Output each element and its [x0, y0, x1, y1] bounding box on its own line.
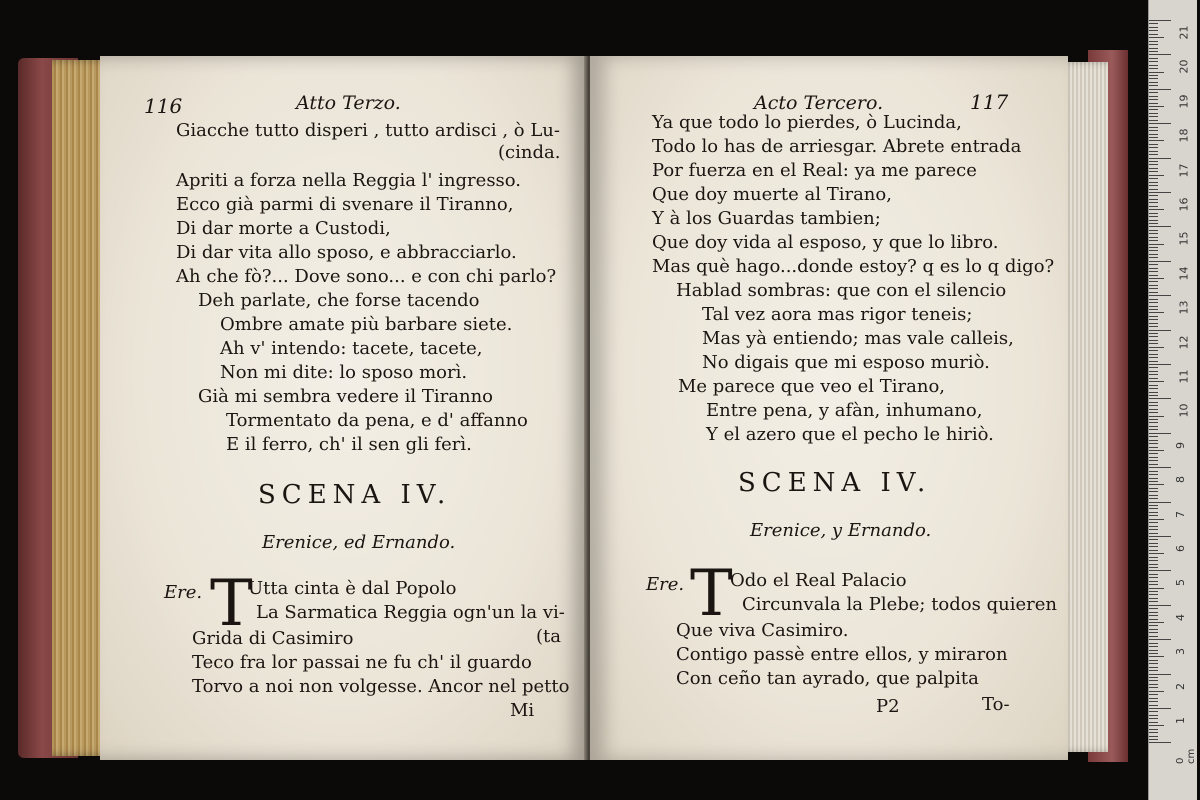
ruler-tick	[1149, 694, 1158, 695]
ruler-tick	[1149, 288, 1158, 289]
ruler-tick	[1149, 381, 1164, 382]
ruler-tick	[1149, 405, 1158, 406]
ruler-number: 5	[1174, 579, 1187, 587]
ruler-tick	[1149, 736, 1158, 737]
ruler-tick	[1149, 51, 1158, 52]
ruler-tick	[1149, 354, 1158, 355]
verse-line: E il ferro, ch' il sen gli ferì.	[226, 434, 472, 455]
ruler-tick	[1149, 54, 1171, 55]
ruler-tick	[1149, 323, 1158, 324]
ruler-tick	[1149, 192, 1171, 193]
ruler-tick	[1149, 336, 1158, 337]
ruler-tick	[1149, 226, 1171, 227]
ruler-tick	[1149, 715, 1158, 716]
verse-line: Que doy vida al esposo, y que lo libro.	[652, 232, 999, 253]
ruler-tick	[1149, 195, 1158, 196]
ruler-tick	[1149, 213, 1158, 214]
ruler-tick	[1149, 440, 1158, 441]
ruler-tick	[1149, 546, 1158, 547]
ruler-tick	[1149, 240, 1158, 241]
ruler-tick	[1149, 333, 1158, 334]
ruler-tick	[1149, 199, 1158, 200]
ruler-tick	[1149, 460, 1158, 461]
ruler-tick	[1149, 395, 1158, 396]
ruler-tick	[1149, 574, 1158, 575]
ruler-number: 12	[1177, 335, 1191, 350]
ruler-tick	[1149, 739, 1158, 740]
ruler-tick	[1149, 85, 1158, 86]
ruler-tick	[1149, 299, 1158, 300]
dialogue-line: Torvo a noi non volgesse. Ancor nel petto	[192, 676, 570, 697]
ruler-number: 8	[1174, 476, 1187, 484]
verse-line: Non mi dite: lo sposo morì.	[220, 362, 468, 383]
ruler-tick	[1149, 209, 1164, 210]
ruler-number: 21	[1177, 25, 1191, 40]
verse-line: Ah v' intendo: tacete, tacete,	[220, 338, 483, 359]
ruler-tick	[1149, 161, 1158, 162]
ruler-tick	[1149, 261, 1171, 262]
ruler-tick	[1149, 564, 1158, 565]
ruler-tick	[1149, 120, 1158, 121]
ruler-tick	[1149, 340, 1158, 341]
ruler-tick	[1149, 495, 1158, 496]
dialogue-line: Con ceño tan ayrado, que palpita	[676, 668, 979, 689]
verse-line: Mas què hago...donde estoy? q es lo q digo?	[652, 256, 1055, 277]
ruler-tick	[1149, 422, 1158, 423]
ruler-tick	[1149, 237, 1158, 238]
ruler-tick	[1149, 20, 1171, 21]
ruler-tick	[1149, 127, 1158, 128]
ruler-tick	[1149, 643, 1158, 644]
ruler-tick	[1149, 75, 1158, 76]
ruler-tick	[1149, 278, 1164, 279]
ruler-tick	[1149, 732, 1158, 733]
ruler-tick	[1149, 409, 1158, 410]
ruler-tick	[1149, 433, 1171, 434]
ruler-tick	[1149, 109, 1158, 110]
verse-line: Tal vez aora mas rigor teneis;	[702, 304, 973, 325]
ruler-tick	[1149, 34, 1158, 35]
ruler-tick	[1149, 48, 1158, 49]
ruler-tick	[1149, 680, 1158, 681]
ruler-tick	[1149, 378, 1158, 379]
ruler-tick	[1149, 711, 1158, 712]
ruler-tick	[1149, 553, 1164, 554]
ruler-tick	[1149, 639, 1171, 640]
ruler-tick	[1149, 58, 1158, 59]
ruler-tick	[1149, 367, 1158, 368]
signature-mark: P2	[876, 696, 900, 717]
ruler-tick	[1149, 663, 1158, 664]
ruler-tick	[1149, 453, 1158, 454]
ruler-tick	[1149, 718, 1158, 719]
verse-line: Di dar vita allo sposo, e abbracciarlo.	[176, 242, 517, 263]
ruler-tick	[1149, 223, 1158, 224]
ruler-tick	[1149, 502, 1171, 503]
ruler-tick	[1149, 412, 1158, 413]
ruler-number: 16	[1177, 197, 1191, 212]
dialogue-line: Grida di Casimiro	[192, 628, 354, 649]
ruler-tick	[1149, 484, 1164, 485]
ruler-tick	[1149, 233, 1158, 234]
ruler-tick	[1149, 691, 1164, 692]
dialogue-line: (ta	[536, 626, 561, 647]
ruler-tick	[1149, 189, 1158, 190]
ruler-tick	[1149, 742, 1171, 743]
ruler-tick	[1149, 443, 1158, 444]
ruler-tick	[1149, 350, 1158, 351]
verse-line: Tormentato da pena, e d' affanno	[226, 410, 528, 431]
ruler-number: 20	[1177, 59, 1191, 74]
ruler-tick	[1149, 254, 1158, 255]
open-book	[18, 50, 1128, 770]
verse-line: Me parece que veo el Tirano,	[678, 376, 946, 397]
ruler-number: 13	[1177, 300, 1191, 315]
ruler-tick	[1149, 632, 1158, 633]
left-page-number: 116	[144, 94, 183, 118]
ruler-tick	[1149, 158, 1171, 159]
ruler-tick	[1149, 106, 1164, 107]
ruler-tick	[1149, 543, 1158, 544]
ruler-tick	[1149, 529, 1158, 530]
ruler-tick	[1149, 402, 1158, 403]
characters-line: Erenice, y Ernando.	[750, 520, 932, 541]
ruler-tick	[1149, 316, 1158, 317]
ruler-tick	[1149, 44, 1158, 45]
drop-cap: T	[690, 557, 733, 631]
verse-line: Deh parlate, che forse tacendo	[198, 290, 480, 311]
ruler-tick	[1149, 588, 1164, 589]
verse-line: Giacche tutto disperi , tutto ardisci , ò Lu-	[176, 120, 560, 141]
ruler-tick	[1149, 615, 1158, 616]
verse-line: Y el azero que el pecho le hiriò.	[706, 424, 994, 445]
ruler-tick	[1149, 96, 1158, 97]
left-running-head: Atto Terzo.	[296, 92, 401, 114]
ruler-tick	[1149, 705, 1158, 706]
right-page-number: 117	[970, 90, 1009, 114]
ruler-tick	[1149, 650, 1158, 651]
dialogue-line: Utta cinta è dal Popolo	[248, 578, 457, 599]
ruler-number: 4	[1174, 613, 1187, 621]
ruler-number: 3	[1174, 648, 1187, 656]
dialogue-line: Que viva Casimiro.	[676, 620, 849, 641]
ruler-tick	[1149, 268, 1158, 269]
verse-line: Ah che fò?... Dove sono... e con chi parlo?	[176, 266, 557, 287]
verse-line: Ya que todo lo pierdes, ò Lucinda,	[652, 112, 962, 133]
ruler-tick	[1149, 295, 1171, 296]
ruler-tick	[1149, 147, 1158, 148]
ruler-tick	[1149, 481, 1158, 482]
ruler-tick	[1149, 656, 1164, 657]
ruler-tick	[1149, 725, 1164, 726]
scene-heading: SCENA IV.	[738, 468, 932, 498]
ruler-tick	[1149, 113, 1158, 114]
scene-heading: SCENA IV.	[258, 480, 452, 510]
ruler-tick	[1149, 137, 1158, 138]
verse-line: Y à los Guardas tambien;	[652, 208, 881, 229]
ruler-tick	[1149, 419, 1158, 420]
ruler-tick	[1149, 416, 1164, 417]
verse-line: Hablad sombras: que con el silencio	[676, 280, 1007, 301]
ruler-tick	[1149, 178, 1158, 179]
ruler-tick	[1149, 319, 1158, 320]
ruler-tick	[1149, 533, 1158, 534]
ruler-tick	[1149, 292, 1158, 293]
ruler-tick	[1149, 629, 1158, 630]
ruler-tick	[1149, 361, 1158, 362]
drop-cap: T	[210, 567, 253, 641]
ruler-tick	[1149, 144, 1158, 145]
ruler-tick	[1149, 577, 1158, 578]
ruler-tick	[1149, 567, 1158, 568]
ruler-number: 2	[1174, 682, 1187, 690]
verse-line: No digais que mi esposo muriò.	[702, 352, 990, 373]
ruler-tick	[1149, 216, 1158, 217]
ruler-number: 19	[1177, 94, 1191, 109]
ruler-tick	[1149, 151, 1158, 152]
ruler-tick	[1149, 247, 1158, 248]
ruler-tick	[1149, 612, 1158, 613]
left-page	[100, 56, 588, 760]
ruler-tick	[1149, 684, 1158, 685]
catchword: Mi	[510, 700, 535, 721]
ruler-tick	[1149, 667, 1158, 668]
ruler-tick	[1149, 89, 1171, 90]
ruler-tick	[1149, 625, 1158, 626]
ruler-tick	[1149, 584, 1158, 585]
ruler-tick	[1149, 374, 1158, 375]
ruler-tick	[1149, 605, 1171, 606]
verse-line: (cinda.	[498, 142, 561, 163]
ruler-tick	[1149, 450, 1164, 451]
ruler-tick	[1149, 398, 1171, 399]
ruler-tick	[1149, 220, 1158, 221]
ruler-tick	[1149, 471, 1158, 472]
right-page	[590, 56, 1068, 760]
ruler-tick	[1149, 168, 1158, 169]
ruler-tick	[1149, 515, 1158, 516]
ruler-tick	[1149, 171, 1158, 172]
ruler-tick	[1149, 326, 1158, 327]
ruler-number: 14	[1177, 266, 1191, 281]
ruler-tick	[1149, 426, 1158, 427]
ruler-tick	[1149, 175, 1164, 176]
ruler-tick	[1149, 281, 1158, 282]
catchword: To-	[982, 694, 1010, 715]
ruler-tick	[1149, 722, 1158, 723]
ruler-tick	[1149, 364, 1171, 365]
ruler-tick	[1149, 140, 1164, 141]
ruler-tick	[1149, 103, 1158, 104]
ruler-tick	[1149, 550, 1158, 551]
ruler-tick	[1149, 23, 1158, 24]
ruler-tick	[1149, 512, 1158, 513]
ruler-tick	[1149, 68, 1158, 69]
ruler-tick	[1149, 347, 1164, 348]
ruler-tick	[1149, 244, 1164, 245]
ruler-tick	[1149, 670, 1158, 671]
ruler-tick	[1149, 371, 1158, 372]
ruler-tick	[1149, 78, 1158, 79]
ruler-tick	[1149, 154, 1158, 155]
speaker-label: Ere.	[164, 582, 203, 603]
ruler-tick	[1149, 92, 1158, 93]
ruler-tick	[1149, 536, 1171, 537]
ruler-tick	[1149, 474, 1158, 475]
ruler-tick	[1149, 677, 1158, 678]
ruler-tick	[1149, 581, 1158, 582]
ruler-tick	[1149, 429, 1158, 430]
ruler-tick	[1149, 619, 1158, 620]
ruler-tick	[1149, 164, 1158, 165]
ruler-tick	[1149, 357, 1158, 358]
ruler-tick	[1149, 508, 1158, 509]
ruler-tick	[1149, 447, 1158, 448]
ruler-number: 11	[1177, 369, 1191, 384]
dialogue-line: Odo el Real Palacio	[730, 570, 907, 591]
ruler-tick	[1149, 250, 1158, 251]
ruler-tick	[1149, 285, 1158, 286]
verse-line: Todo lo has de arriesgar. Abrete entrada	[652, 136, 1022, 157]
ruler-tick	[1149, 601, 1158, 602]
ruler-tick	[1149, 343, 1158, 344]
dialogue-line: Teco fra lor passai ne fu ch' il guardo	[192, 652, 532, 673]
ruler-tick	[1149, 646, 1158, 647]
ruler-tick	[1149, 30, 1158, 31]
ruler-tick	[1149, 202, 1158, 203]
ruler-tick	[1149, 594, 1158, 595]
dialogue-line: Circunvala la Plebe; todos quieren	[742, 594, 1057, 615]
ruler-tick	[1149, 257, 1158, 258]
ruler-tick	[1149, 498, 1158, 499]
verse-line: Già mi sembra vedere il Tiranno	[198, 386, 494, 407]
ruler-tick	[1149, 27, 1158, 28]
ruler-tick	[1149, 636, 1158, 637]
ruler-tick	[1149, 388, 1158, 389]
ruler-tick	[1149, 182, 1158, 183]
characters-line: Erenice, ed Ernando.	[262, 532, 456, 553]
ruler-number: 15	[1177, 231, 1191, 246]
ruler-tick	[1149, 687, 1158, 688]
ruler-tick	[1149, 37, 1164, 38]
ruler-tick	[1149, 539, 1158, 540]
ruler-tick	[1149, 302, 1158, 303]
ruler-tick	[1149, 271, 1158, 272]
ruler-tick	[1149, 65, 1158, 66]
ruler-tick	[1149, 653, 1158, 654]
ruler-tick	[1149, 491, 1158, 492]
ruler-tick	[1149, 598, 1158, 599]
dialogue-line: La Sarmatica Reggia ogn'un la vi-	[256, 602, 565, 623]
ruler-number: 9	[1174, 441, 1187, 449]
ruler-tick	[1149, 591, 1158, 592]
ruler-tick	[1149, 330, 1171, 331]
ruler-tick	[1149, 519, 1164, 520]
ruler-tick	[1149, 130, 1158, 131]
ruler-tick	[1149, 230, 1158, 231]
ruler-tick	[1149, 488, 1158, 489]
ruler-tick	[1149, 275, 1158, 276]
ruler-tick	[1149, 674, 1171, 675]
ruler-tick	[1149, 309, 1158, 310]
speaker-label: Ere.	[646, 574, 685, 595]
ruler-tick	[1149, 457, 1158, 458]
ruler-tick	[1149, 134, 1158, 135]
verse-line: Que doy muerte al Tirano,	[652, 184, 892, 205]
ruler-tick	[1149, 522, 1158, 523]
ruler-tick	[1149, 570, 1171, 571]
ruler-tick	[1149, 436, 1158, 437]
ruler-number: 10	[1177, 403, 1191, 418]
ruler-tick	[1149, 185, 1158, 186]
ruler-tick	[1149, 505, 1158, 506]
ruler-tick	[1149, 61, 1158, 62]
ruler-tick	[1149, 464, 1158, 465]
ruler-number: 7	[1174, 510, 1187, 518]
ruler-number: 6	[1174, 545, 1187, 552]
ruler-number: 18	[1177, 128, 1191, 143]
ruler-tick	[1149, 660, 1158, 661]
ruler-number: 1	[1174, 717, 1187, 724]
ruler-tick	[1149, 82, 1158, 83]
ruler-tick	[1149, 312, 1164, 313]
ruler-tick	[1149, 560, 1158, 561]
ruler-tick	[1149, 557, 1158, 558]
ruler-tick	[1149, 701, 1158, 702]
ruler-tick	[1149, 116, 1158, 117]
ruler-tick	[1149, 478, 1158, 479]
verse-line: Entre pena, y afàn, inhumano,	[706, 400, 983, 421]
verse-line: Por fuerza en el Real: ya me parece	[652, 160, 977, 181]
ruler-tick	[1149, 467, 1171, 468]
ruler-unit: 0 cm	[1175, 748, 1197, 764]
ruler-tick	[1149, 608, 1158, 609]
ruler-tick	[1149, 99, 1158, 100]
ruler-tick	[1149, 708, 1171, 709]
ruler-tick	[1149, 41, 1158, 42]
ruler-tick	[1149, 622, 1164, 623]
ruler-tick	[1149, 698, 1158, 699]
ruler-tick	[1149, 123, 1171, 124]
right-running-head: Acto Tercero.	[754, 92, 884, 114]
verse-line: Mas yà entiendo; mas vale calleis,	[702, 328, 1014, 349]
ruler-tick	[1149, 306, 1158, 307]
ruler-tick	[1149, 392, 1158, 393]
ruler-tick	[1149, 264, 1158, 265]
verse-line: Apriti a forza nella Reggia l' ingresso.	[176, 170, 522, 191]
verse-line: Ombre amate più barbare siete.	[220, 314, 513, 335]
verse-line: Di dar morte a Custodi,	[176, 218, 391, 239]
dialogue-line: Contigo passè entre ellos, y miraron	[676, 644, 1008, 665]
measuring-ruler	[1148, 0, 1197, 800]
ruler-tick	[1149, 206, 1158, 207]
ruler-tick	[1149, 526, 1158, 527]
verse-line: Ecco già parmi di svenare il Tiranno,	[176, 194, 514, 215]
ruler-tick	[1149, 729, 1158, 730]
ruler-tick	[1149, 385, 1158, 386]
ruler-tick	[1149, 72, 1164, 73]
ruler-number: 17	[1177, 163, 1191, 178]
